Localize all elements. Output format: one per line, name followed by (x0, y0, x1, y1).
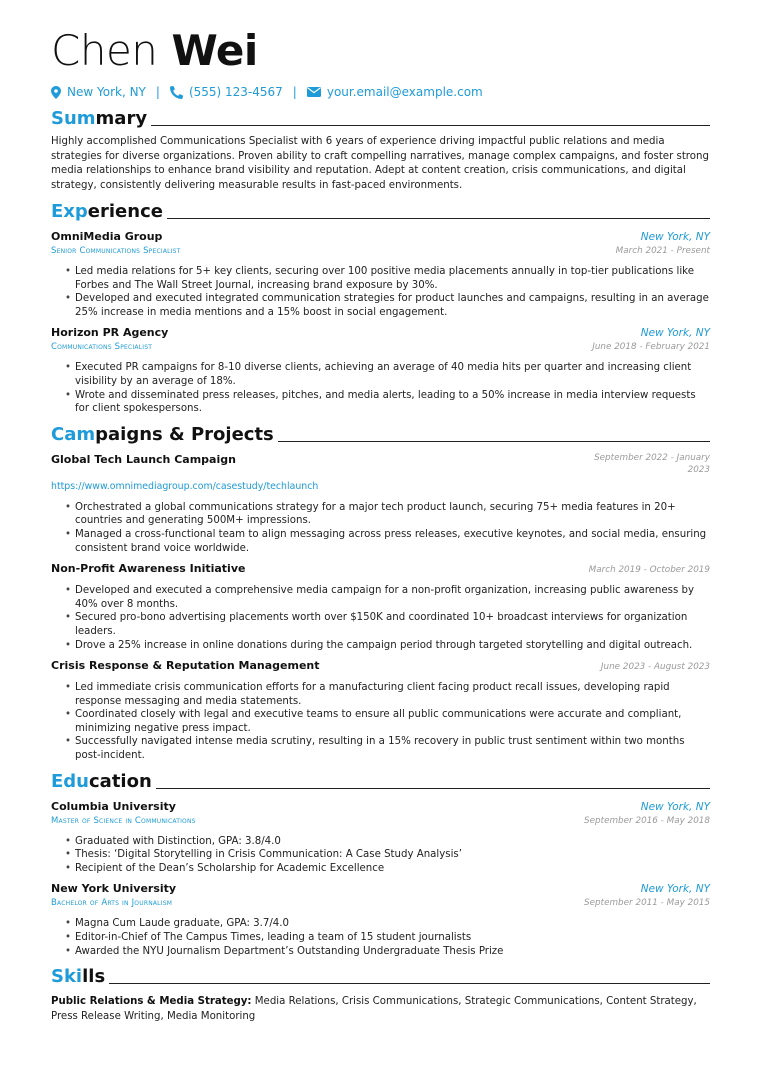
employer-location: New York, NY (640, 231, 710, 243)
projects-section (51, 424, 710, 763)
experience-entry (51, 325, 710, 415)
project-name: Crisis Response & Reputation Management (51, 659, 320, 673)
section-rule (151, 125, 710, 126)
location-text: New York, NY (67, 85, 146, 99)
project-dates: September 2022 - January 2023 (594, 452, 710, 475)
project-entry (51, 452, 710, 555)
first-name: Chen (51, 26, 158, 75)
summary-text: Highly accomplished Communications Specialist with 6 years of experience driving impactful public relations and media strategies for diverse organizations. Proven ability to craft compelling narratives, manage complex campaigns, and foster strong media relationships to enhance brand visibility and reputation. Adept at content creation, crisis communications, and digital strategy, consistently delivering measurable results in fast-paced environments. (51, 136, 709, 191)
school-location: New York, NY (640, 800, 710, 813)
skill-list: Media Relations, Crisis Communications, Strategic Communications, Content Strategy, Press Release Writing, Media Monitoring (51, 996, 697, 1022)
experience-entry (51, 229, 710, 319)
project-dates: March 2019 - October 2019 (588, 565, 710, 576)
section-rule (109, 983, 710, 984)
section-title: Summary (51, 108, 148, 129)
education-entry (51, 799, 710, 876)
skills-line (51, 995, 710, 1024)
job-dates: June 2018 - February 2021 (592, 342, 710, 353)
section-header (51, 108, 710, 130)
bullet-list (51, 265, 710, 319)
project-dates: June 2023 - August 2023 (600, 662, 710, 673)
project-entry (51, 658, 710, 763)
degree-title: Bachelor of Arts in Journalism (51, 898, 173, 909)
bullet-list (51, 835, 710, 876)
bullet-list (51, 681, 710, 763)
bullet-item: • Coordinated closely with legal and executive teams to ensure all public communications were accurate and compliant, minimizing negative press impact. (75, 708, 710, 735)
email-text: your.email@example.com (326, 85, 483, 99)
project-link[interactable]: https://www.omnimediagroup.com/casestudy/techlaunch (51, 480, 319, 492)
school-name: New York University (51, 882, 177, 896)
job-title: Communications Specialist (51, 342, 153, 353)
section-title: Education (51, 770, 152, 792)
bullet-item: • Graduated with Distinction, GPA: 3.8/4.0 (75, 835, 710, 849)
bullet-item: • Developed and executed integrated communication strategies for product launches and campaigns, resulting in an average 25% increase in media mentions and a 15% boost in social engagement. (75, 292, 710, 319)
school-name: Columbia University (51, 799, 176, 813)
employer-location: New York, NY (640, 327, 710, 340)
job-dates: March 2021 - Present (615, 246, 710, 256)
contact-phone[interactable] (170, 84, 283, 100)
resume-page (51, 28, 710, 1024)
project-name: Global Tech Launch Campaign (51, 452, 236, 466)
bullet-item: • Led media relations for 5+ key clients, securing over 100 positive media placements annually in top-tier publications like Forbes and The Wall Street Journal, increasing brand exposure by 30%. (75, 265, 710, 292)
section-header (51, 201, 710, 223)
bullet-list (51, 501, 710, 555)
section-header (51, 771, 710, 793)
skills-section (51, 966, 710, 1024)
map-marker-icon (51, 86, 61, 99)
bullet-item: • Awarded the NYU Journalism Department’s Outstanding Undergraduate Thesis Prize (75, 945, 710, 959)
experience-section (51, 201, 710, 416)
bullet-item: • Magna Cum Laude graduate, GPA: 3.7/4.0 (75, 917, 710, 931)
education-entry (51, 881, 710, 958)
bullet-item: • Editor-in-Chief of The Campus Times, leading a team of 15 student journalists (75, 931, 710, 945)
bullet-item: • Secured pro-bono advertising placements worth over $150K and coordinated 10+ broadcast interviews for organization leaders. (75, 611, 710, 638)
study-dates: September 2016 - May 2018 (584, 815, 710, 826)
section-header (51, 966, 710, 988)
school-location: New York, NY (640, 883, 710, 896)
summary-section (51, 108, 710, 193)
section-rule (167, 218, 710, 219)
bullet-item: • Executed PR campaigns for 8-10 diverse clients, achieving an average of 40 media hits per quarter and increasing client visibility by an average of 18%. (75, 361, 710, 388)
skill-category: Public Relations & Media Strategy: (51, 996, 252, 1008)
section-title: Experience (51, 201, 163, 222)
contact-separator: | (155, 85, 160, 99)
bullet-list (51, 584, 710, 652)
project-name: Non-Profit Awareness Initiative (51, 562, 246, 576)
section-header (51, 424, 710, 446)
envelope-icon (307, 87, 321, 97)
employer-name: Horizon PR Agency (51, 326, 169, 340)
employer-name: OmniMedia Group (51, 230, 163, 243)
bullet-list (51, 361, 710, 415)
section-rule (278, 441, 710, 442)
project-entry (51, 561, 710, 652)
section-title: Skills (51, 966, 106, 988)
education-section (51, 771, 710, 959)
bullet-item: • Recipient of the Dean’s Scholarship for Academic Excellence (75, 862, 710, 876)
bullet-list (51, 917, 710, 958)
bullet-item: • Successfully navigated intense media scrutiny, resulting in a 15% recovery in public trust sentiment within two months post-incident. (75, 735, 710, 762)
bullet-item: • Led immediate crisis communication efforts for a manufacturing client facing product recall issues, developing rapid response messaging and media statements. (75, 681, 710, 708)
job-title: Senior Communications Specialist (51, 246, 181, 256)
bullet-item: • Wrote and disseminated press releases, pitches, and media alerts, leading to a 50% increase in media interview requests for client spokespersons. (75, 389, 710, 416)
contact-location (51, 84, 146, 100)
degree-title: Master of Science in Communications (51, 815, 196, 826)
section-title: Campaigns & Projects (51, 423, 274, 445)
bullet-item: • Orchestrated a global communications strategy for a major tech product launch, securing 75+ media features in 20+ countries and generating 500M+ impressions. (75, 501, 710, 528)
bullet-item: • Developed and executed a comprehensive media campaign for a non-profit organization, increasing public awareness by 40% over 8 months. (75, 584, 710, 611)
section-rule (156, 788, 710, 789)
candidate-name (51, 28, 710, 74)
last-name: Wei (171, 26, 258, 75)
bullet-item: • Drove a 25% increase in online donations during the campaign period through targeted storytelling and digital outreach. (75, 639, 710, 653)
contact-email[interactable] (307, 84, 483, 100)
phone-text: (555) 123-4567 (188, 85, 283, 99)
phone-icon (170, 86, 183, 99)
bullet-item: • Managed a cross-functional team to align messaging across press releases, executive keynotes, and social media, ensuring consistent brand voice worldwide. (75, 528, 710, 555)
contact-separator: | (292, 85, 297, 99)
study-dates: September 2011 - May 2015 (584, 898, 710, 909)
contact-line (51, 84, 710, 100)
bullet-item: • Thesis: ‘Digital Storytelling in Crisis Communication: A Case Study Analysis’ (75, 848, 710, 862)
